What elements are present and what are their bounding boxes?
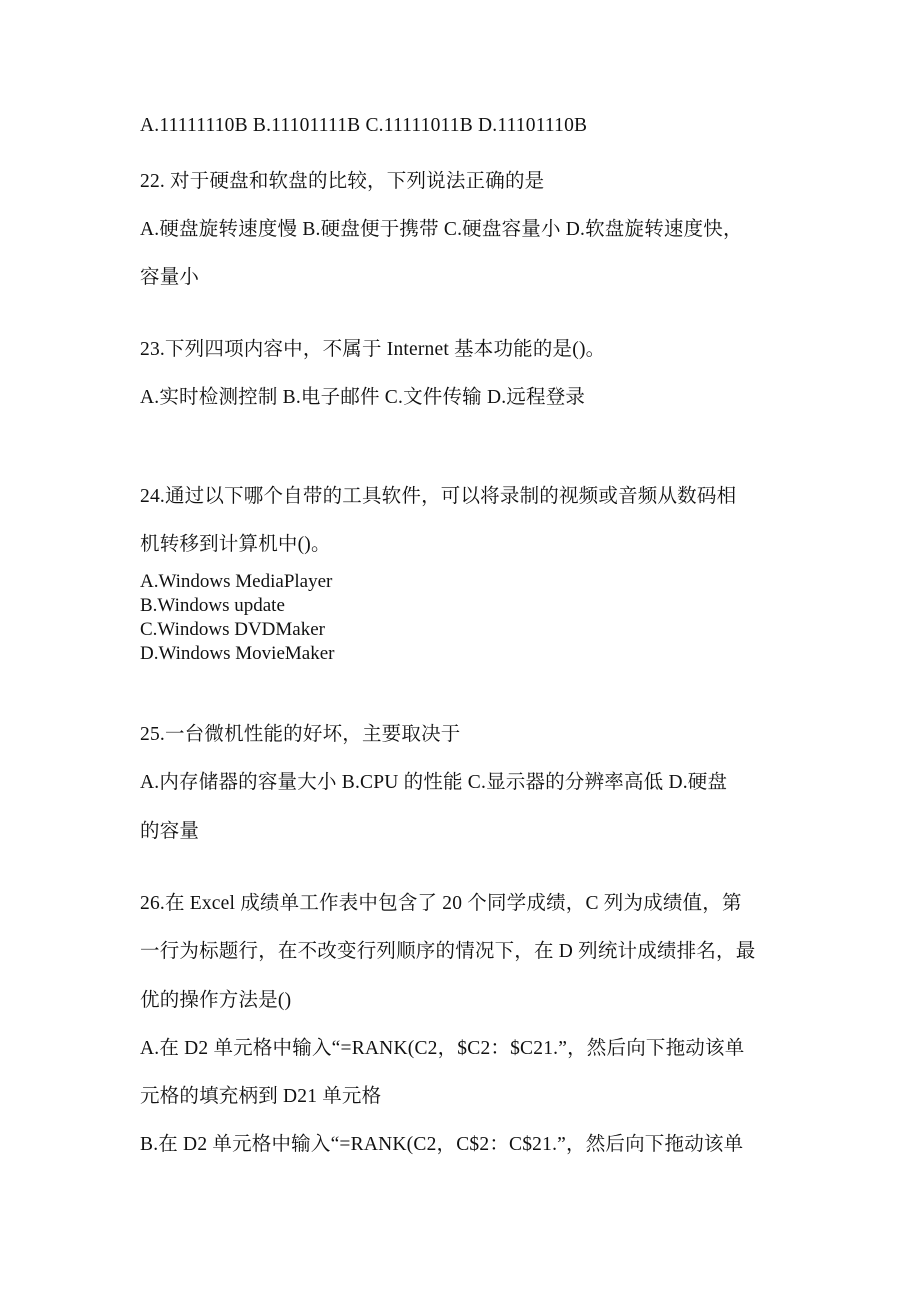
q22-stem: 22. 对于硬盘和软盘的比较，下列说法正确的是 xyxy=(140,171,545,192)
q22-options-line2: 容量小 xyxy=(140,267,200,288)
q25-options-line2: 的容量 xyxy=(140,821,200,842)
q24-option-b: B.Windows update xyxy=(140,595,285,616)
q24-option-d: D.Windows MovieMaker xyxy=(140,643,335,664)
q21-options: A.11111110B B.11101111B C.11111011B D.11101110B xyxy=(140,115,588,136)
q24-stem-line2: 机转移到计算机中()。 xyxy=(140,534,331,555)
q25-options-line1: A.内存储器的容量大小 B.CPU 的性能 C.显示器的分辨率高低 D.硬盘 xyxy=(140,772,728,793)
q26-stem-line2: 一行为标题行，在不改变行列顺序的情况下，在 D 列统计成绩排名，最 xyxy=(140,941,756,962)
q22-options-line1: A.硬盘旋转速度慢 B.硬盘便于携带 C.硬盘容量小 D.软盘旋转速度快， xyxy=(140,219,743,240)
q26-option-b-line1: B.在 D2 单元格中输入“=RANK(C2，C$2：C$21.”，然后向下拖动该单 xyxy=(140,1134,744,1155)
q24-option-a: A.Windows MediaPlayer xyxy=(140,571,333,592)
q23-options: A.实时检测控制 B.电子邮件 C.文件传输 D.远程登录 xyxy=(140,387,586,408)
q26-stem-line1: 26.在 Excel 成绩单工作表中包含了 20 个同学成绩，C 列为成绩值，第 xyxy=(140,893,742,914)
q25-stem: 25.一台微机性能的好坏，主要取决于 xyxy=(140,724,461,745)
q26-option-a-line1: A.在 D2 单元格中输入“=RANK(C2，$C2：$C21.”，然后向下拖动该单 xyxy=(140,1038,745,1059)
q24-option-c: C.Windows DVDMaker xyxy=(140,619,325,640)
q26-stem-line3: 优的操作方法是() xyxy=(140,990,292,1011)
q26-option-a-line2: 元格的填充柄到 D21 单元格 xyxy=(140,1086,382,1107)
q23-stem: 23.下列四项内容中，不属于 Internet 基本功能的是()。 xyxy=(140,339,606,360)
q24-stem-line1: 24.通过以下哪个自带的工具软件，可以将录制的视频或音频从数码相 xyxy=(140,486,737,507)
